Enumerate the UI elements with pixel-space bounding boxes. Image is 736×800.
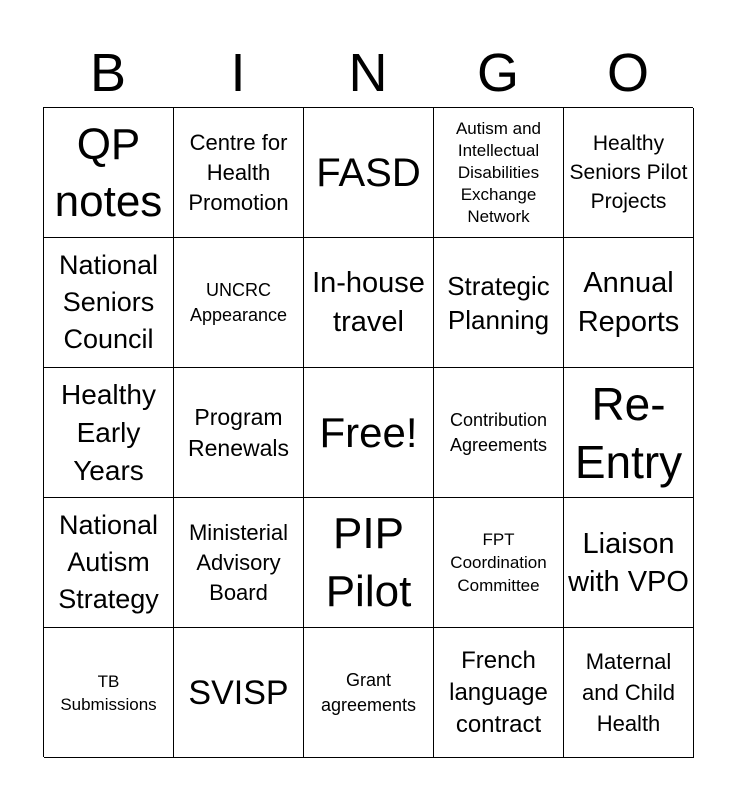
bingo-cell-r4-c3[interactable]	[304, 498, 434, 628]
bingo-cell-r2-c4[interactable]	[434, 238, 564, 368]
cell-text: Program Renewals	[188, 403, 289, 461]
bingo-cell-r1-c4[interactable]	[434, 108, 564, 238]
cell-text: Healthy Early Years	[61, 378, 156, 486]
bingo-cell-r3-c5[interactable]	[564, 368, 694, 498]
cell-text: Liaison with VPO	[568, 527, 689, 598]
cell-text: TB Submissions	[60, 671, 157, 714]
cell-text: Ministerial Advisory Board	[188, 519, 289, 605]
cell-text: National Autism Strategy	[58, 510, 159, 614]
bingo-cell-r2-c1[interactable]	[44, 238, 174, 368]
cell-text: Autism and Intellectual Disabilities Exchange Network	[455, 118, 542, 226]
bingo-cell-r5-c1[interactable]	[44, 628, 174, 758]
cell-text: Contribution Agreements	[449, 409, 548, 455]
bingo-cell-r1-c5[interactable]	[564, 108, 694, 238]
header-letter-n: N	[348, 43, 388, 103]
cell-text: Centre for Health Promotion	[188, 129, 289, 215]
bingo-cell-r3-c4[interactable]	[434, 368, 564, 498]
cell-text: UNCRC Appearance	[189, 279, 288, 325]
bingo-cell-r5-c3[interactable]	[304, 628, 434, 758]
bingo-cell-r3-c2[interactable]	[174, 368, 304, 498]
bingo-cell-r3-c3[interactable]	[304, 368, 434, 498]
cell-text: In-house travel	[312, 266, 425, 338]
bingo-cell-r4-c1[interactable]	[44, 498, 174, 628]
bingo-cell-r2-c3[interactable]	[304, 238, 434, 368]
bingo-cell-r3-c1[interactable]	[44, 368, 174, 498]
bingo-cell-r5-c4[interactable]	[434, 628, 564, 758]
bingo-cell-r5-c2[interactable]	[174, 628, 304, 758]
cell-text: Annual Reports	[577, 266, 680, 338]
header-letter-g: G	[476, 43, 519, 103]
bingo-cell-r4-c5[interactable]	[564, 498, 694, 628]
cell-text: National Seniors Council	[58, 250, 159, 354]
cell-text: QP notes	[54, 119, 163, 226]
header-letter-i: I	[230, 43, 246, 103]
cell-text: Re-Entry	[574, 377, 683, 488]
bingo-cell-r5-c5[interactable]	[564, 628, 694, 758]
bingo-header	[43, 40, 693, 106]
cell-text: Maternal and Child Health	[582, 649, 675, 736]
cell-text: SVISP	[188, 673, 289, 712]
bingo-cell-r1-c1[interactable]	[44, 108, 174, 238]
cell-text: PIP Pilot	[325, 508, 412, 616]
header-letter-o: O	[606, 43, 649, 103]
cell-text: FPT Coordination Committee	[450, 530, 547, 595]
cell-text: Strategic Planning	[447, 270, 550, 335]
bingo-cell-r1-c3[interactable]	[304, 108, 434, 238]
cell-text: Free!	[319, 408, 418, 456]
cell-text: FASD	[316, 150, 421, 195]
cell-text: French language contract	[449, 646, 548, 738]
bingo-cell-r2-c5[interactable]	[564, 238, 694, 368]
cell-text: Healthy Seniors Pilot Projects	[569, 132, 688, 213]
cell-text: Grant agreements	[320, 669, 417, 715]
bingo-board	[43, 107, 693, 757]
bingo-cell-r1-c2[interactable]	[174, 108, 304, 238]
header-letter-b: B	[89, 43, 127, 103]
bingo-cell-r2-c2[interactable]	[174, 238, 304, 368]
bingo-cell-r4-c4[interactable]	[434, 498, 564, 628]
bingo-cell-r4-c2[interactable]	[174, 498, 304, 628]
